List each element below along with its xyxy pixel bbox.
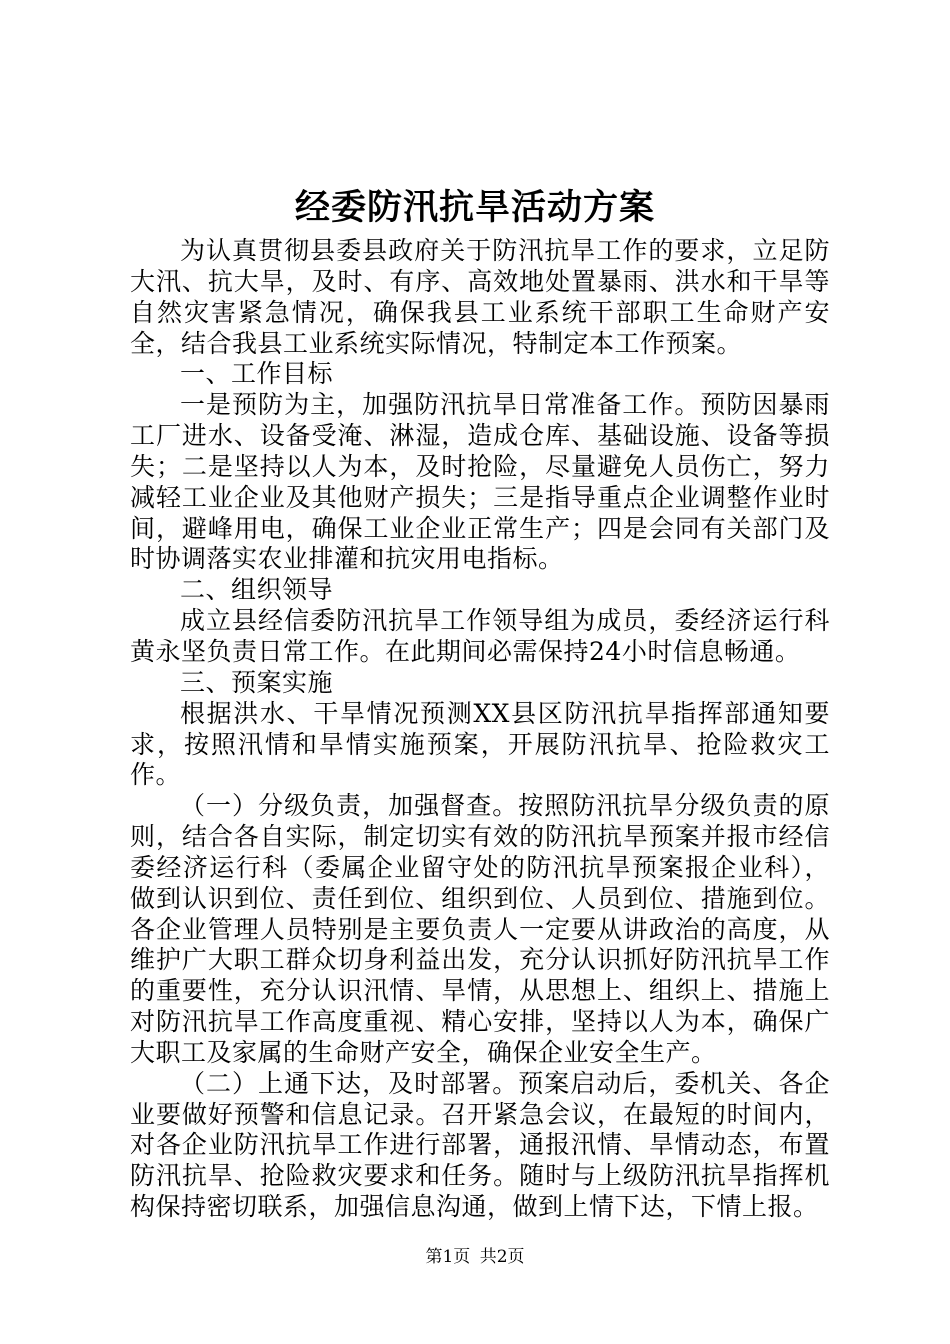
page-footer: 第1页 共2页 <box>425 1247 525 1267</box>
document-body <box>130 236 830 1223</box>
section-heading-implementation: 三、预案实施 <box>180 667 334 697</box>
paragraph-goals: 一是预防为主，加强防汛抗旱日常准备工作。预防因暴雨工厂进水、设备受淹、淋湿，造成仓库、基础设施、设备等损失；二是坚持以人为本，及时抢险，尽量避免人员伤亡，努力减轻工业企业及其他财产损失；三是指导重点企业调整作业时间，避峰用电，确保工业企业正常生产；四是会同有关部门及时协调落实农业排灌和抗灾用电指标。 <box>130 390 830 574</box>
paragraph-item-1: （一）分级负责，加强督查。按照防汛抗旱分级负责的原则，结合各自实际，制定切实有效的防汛抗旱预案并报市经信委经济运行科（委属企业留守处的防汛抗旱预案报企业科），做到认识到位、责任到位、组织到位、人员到位、措施到位。各企业管理人员特别是主要负责人一定要从讲政治的高度，从维护广大职工群众切身利益出发，充分认识抓好防汛抗旱工作的重要性，充分认识汛情、旱情，从思想上、组织上、措施上对防汛抗旱工作高度重视、精心安排，坚持以人为本，确保广大职工及家属的生命财产安全，确保企业安全生产。 <box>130 791 830 1067</box>
document-title: 经委防汛抗旱活动方案 <box>294 187 655 228</box>
section-heading-organization: 二、组织领导 <box>180 575 334 605</box>
paragraph-organization: 成立县经信委防汛抗旱工作领导组为成员，委经济运行科黄永坚负责日常工作。在此期间必需保持24小时信息畅通。 <box>130 606 830 666</box>
paragraph-intro: 为认真贯彻县委县政府关于防汛抗旱工作的要求，立足防大汛、抗大旱，及时、有序、高效地处置暴雨、洪水和干旱等自然灾害紧急情况，确保我县工业系统干部职工生命财产安全，结合我县工业系统实际情况，特制定本工作预案。 <box>130 236 830 358</box>
section-heading-goals: 一、工作目标 <box>180 359 334 389</box>
paragraph-item-2: （二）上通下达，及时部署。预案启动后，委机关、各企业要做好预警和信息记录。召开紧急会议，在最短的时间内，对各企业防汛抗旱工作进行部署，通报汛情、旱情动态，布置防汛抗旱、抢险救灾要求和任务。随时与上级防汛抗旱指挥机构保持密切联系，加强信息沟通，做到上情下达，下情上报。 <box>130 1068 830 1222</box>
paragraph-implementation: 根据洪水、干旱情况预测XX县区防汛抗旱指挥部通知要求，按照汛情和旱情实施预案，开展防汛抗旱、抢险救灾工作。 <box>130 698 830 790</box>
